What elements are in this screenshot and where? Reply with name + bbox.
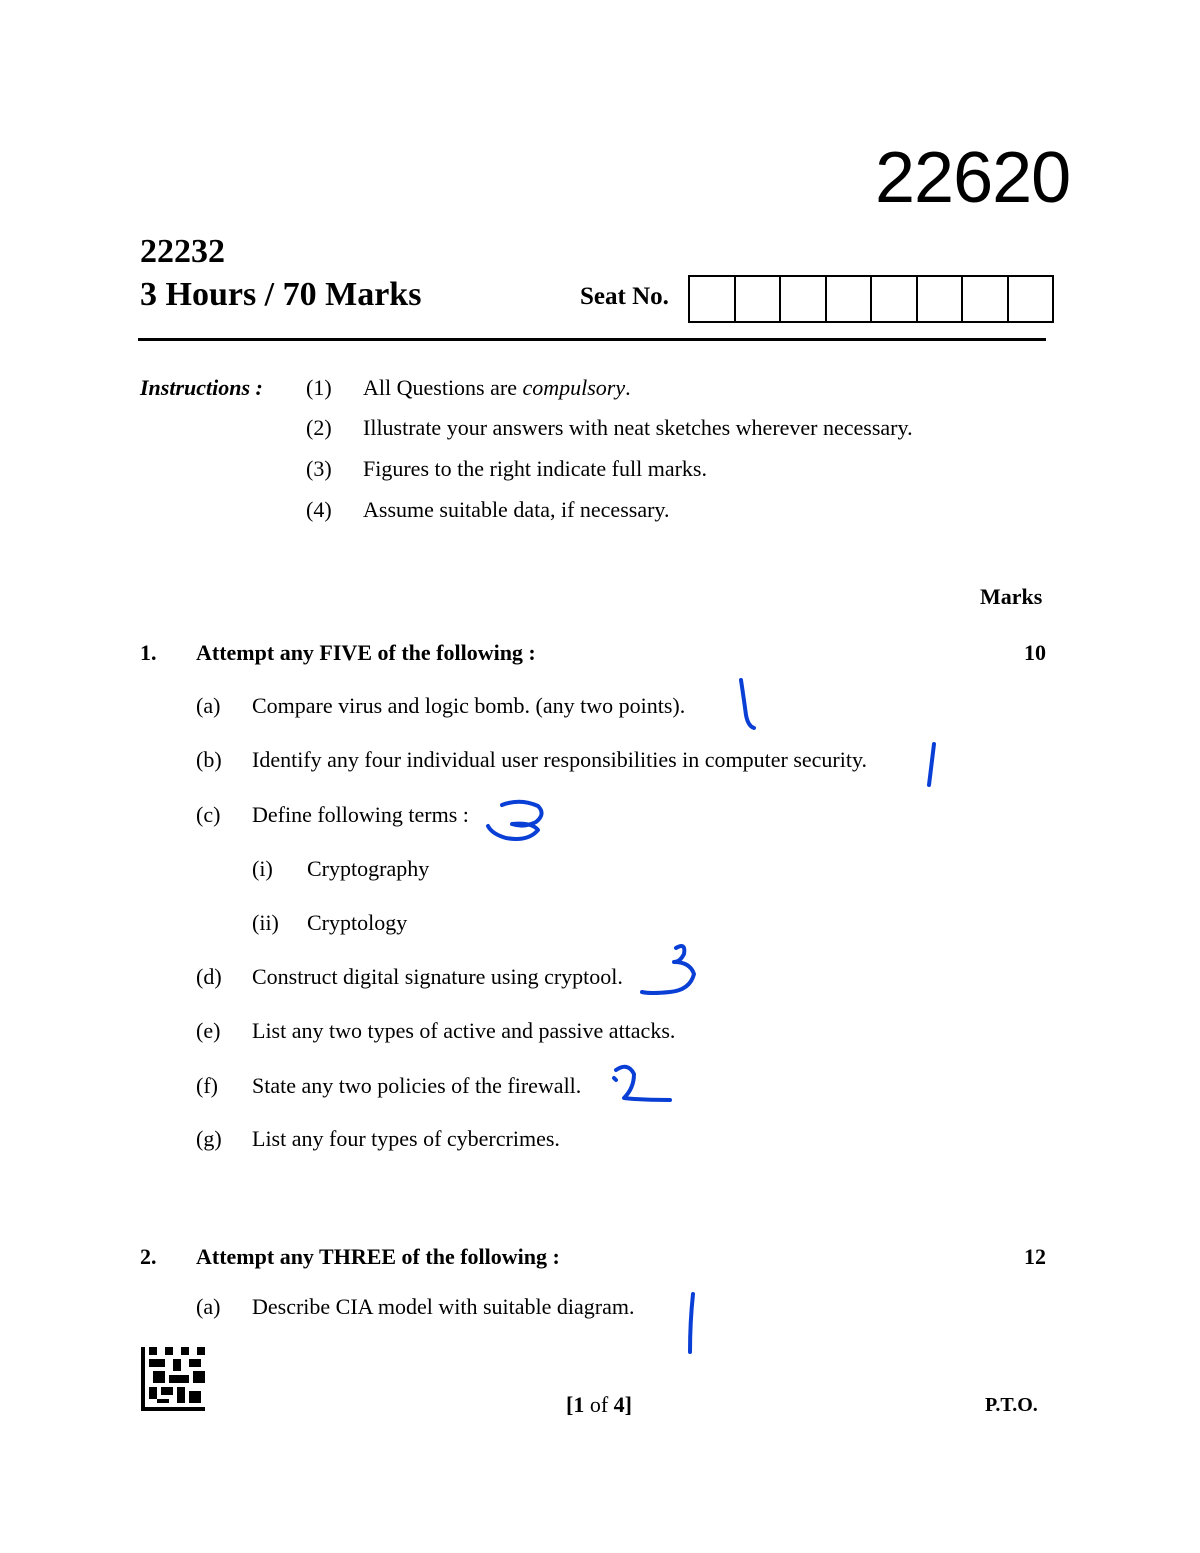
part-label: (c) bbox=[196, 802, 221, 827]
part-text: List any two types of active and passive attacks. bbox=[252, 1018, 676, 1043]
seat-digit-box[interactable] bbox=[918, 277, 964, 321]
part-label: (b) bbox=[196, 747, 222, 772]
part-text: Compare virus and logic bomb. (any two points). bbox=[252, 693, 686, 718]
question-number: 1. bbox=[140, 640, 157, 665]
paper-code: 22232 bbox=[140, 233, 225, 270]
ink-mark-c bbox=[488, 802, 542, 839]
question-number: 2. bbox=[140, 1244, 157, 1269]
part-text: Construct digital signature using cryptool. bbox=[252, 964, 623, 989]
handwritten-paper-code: 22620 bbox=[875, 138, 1071, 218]
part-text: Describe CIA model with suitable diagram. bbox=[252, 1294, 635, 1319]
part-label: (a) bbox=[196, 1294, 221, 1319]
question-marks: 10 bbox=[1024, 640, 1046, 665]
ink-mark-b bbox=[929, 744, 934, 785]
instruction-text: Assume suitable data, if necessary. bbox=[363, 497, 670, 522]
seat-digit-box[interactable] bbox=[1009, 277, 1053, 321]
ink-mark-f-top bbox=[616, 1067, 670, 1100]
instruction-text: All Questions are compulsory. bbox=[363, 375, 631, 400]
instruction-emphasis: compulsory bbox=[522, 375, 626, 400]
subpart-label: (ii) bbox=[252, 910, 279, 935]
instruction-number: (3) bbox=[306, 456, 332, 481]
question-marks: 12 bbox=[1024, 1244, 1046, 1269]
subpart-text: Cryptography bbox=[307, 856, 430, 881]
instruction-number: (1) bbox=[306, 375, 332, 400]
instruction-text: Illustrate your answers with neat sketches wherever necessary. bbox=[363, 415, 913, 440]
instruction-number: (4) bbox=[306, 497, 332, 522]
seat-digit-box[interactable] bbox=[690, 277, 736, 321]
part-label: (d) bbox=[196, 964, 222, 989]
ink-mark-f-dot bbox=[614, 1078, 616, 1080]
part-label: (a) bbox=[196, 693, 221, 718]
ink-mark-2a bbox=[690, 1294, 693, 1352]
header-divider bbox=[138, 338, 1046, 341]
part-text: Identify any four individual user responsibilities in computer security. bbox=[252, 747, 868, 772]
part-text: State any two policies of the firewall. bbox=[252, 1073, 582, 1098]
marks-column-header: Marks bbox=[980, 584, 1043, 609]
page-indicator: [1 of 4] bbox=[566, 1392, 632, 1417]
part-text: List any four types of cybercrimes. bbox=[252, 1126, 560, 1151]
part-text: Define following terms : bbox=[252, 802, 469, 827]
question-title: Attempt any THREE of the following : bbox=[196, 1244, 560, 1269]
instruction-number: (2) bbox=[306, 415, 332, 440]
seat-number-boxes[interactable] bbox=[688, 275, 1054, 323]
seat-digit-box[interactable] bbox=[736, 277, 782, 321]
seat-digit-box[interactable] bbox=[872, 277, 918, 321]
question-title: Attempt any FIVE of the following : bbox=[196, 640, 536, 665]
seat-digit-box[interactable] bbox=[781, 277, 827, 321]
seat-digit-box[interactable] bbox=[963, 277, 1009, 321]
instructions-label: Instructions : bbox=[140, 375, 263, 400]
part-label: (e) bbox=[196, 1018, 221, 1043]
part-label: (f) bbox=[196, 1073, 218, 1098]
duration-marks: 3 Hours / 70 Marks bbox=[140, 276, 422, 313]
please-turn-over: P.T.O. bbox=[985, 1394, 1038, 1416]
subpart-label: (i) bbox=[252, 856, 273, 881]
part-label: (g) bbox=[196, 1126, 222, 1151]
subpart-text: Cryptology bbox=[307, 910, 408, 935]
datamatrix-barcode-icon bbox=[141, 1347, 205, 1411]
ink-mark-d bbox=[642, 946, 694, 993]
seat-digit-box[interactable] bbox=[827, 277, 873, 321]
seat-number-label: Seat No. bbox=[580, 283, 669, 310]
ink-mark-a bbox=[741, 680, 754, 728]
instruction-text: Figures to the right indicate full marks. bbox=[363, 456, 707, 481]
